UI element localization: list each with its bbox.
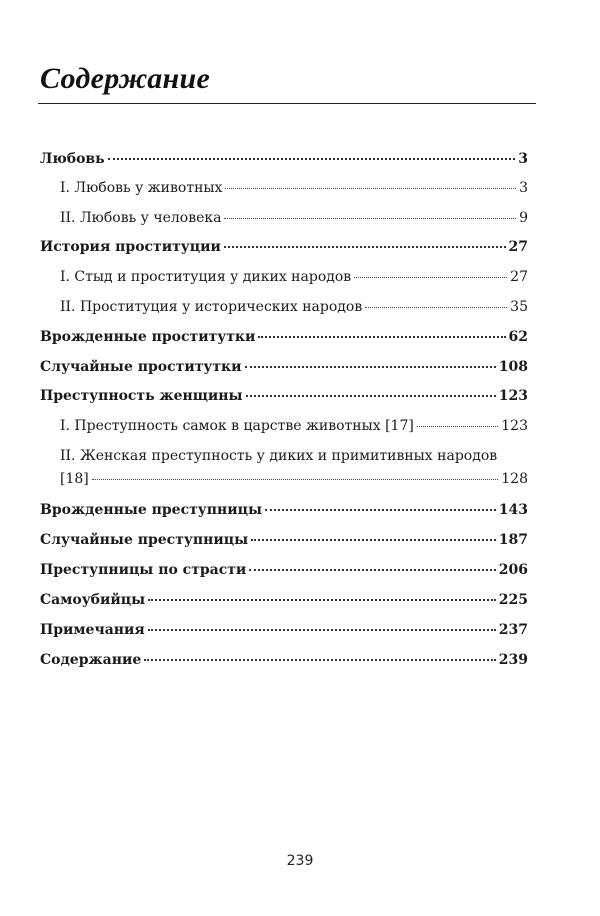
page-title: Содержание [40, 62, 211, 95]
dot-leader [108, 158, 516, 160]
dot-leader [225, 188, 516, 189]
dot-leader [251, 539, 496, 541]
dot-leader [92, 479, 499, 480]
toc-entry-title: Случайные проститутки [40, 359, 242, 375]
toc-entry-title: Преступницы по страсти [40, 562, 247, 578]
toc-entry-page: 225 [498, 592, 528, 608]
toc-entry-page: 128 [501, 471, 528, 487]
toc-entry-page: 35 [510, 299, 528, 315]
toc-entry-prostitution-history[interactable] [40, 238, 528, 256]
dot-leader [258, 336, 505, 338]
toc-entry-title: Содержание [40, 652, 142, 668]
toc-entry-page: 123 [501, 418, 528, 434]
toc-entry-page: 27 [508, 239, 528, 255]
toc-entry-notes[interactable] [40, 621, 528, 639]
dot-leader [365, 307, 507, 308]
toc-entry-title: Врожденные проститутки [40, 329, 256, 345]
toc-entry-title: I. Преступность самок в царстве животных [17] [60, 418, 414, 434]
toc-entry-title: II. Любовь у человека [60, 210, 222, 226]
dot-leader [354, 277, 507, 278]
toc-entry-love-animals[interactable] [60, 179, 528, 197]
toc-entry-page: 237 [498, 622, 528, 638]
toc-entry-title: Преступность женщины [40, 388, 243, 404]
dot-leader [224, 246, 506, 248]
dot-leader [246, 395, 496, 397]
toc-entry-title: Врожденные преступницы [40, 502, 263, 518]
toc-entry-page: 3 [518, 151, 528, 167]
dot-leader [144, 659, 496, 661]
toc-entry-page: 143 [498, 502, 528, 518]
toc-entry-criminality-wild-peoples[interactable] [60, 470, 528, 488]
toc-entry-occasional-criminals[interactable] [40, 531, 528, 549]
toc-entry-title: Самоубийцы [40, 592, 146, 608]
toc-entry-criminality-animals[interactable] [60, 417, 528, 435]
toc-entry-title: Примечания [40, 622, 145, 638]
toc-entry-contents[interactable] [40, 651, 528, 669]
toc-entry-title: История проституции [40, 239, 221, 255]
toc-entry-page: 108 [498, 359, 528, 375]
toc-entry-occasional-prostitutes[interactable] [40, 358, 528, 376]
toc-entry-title-line1[interactable]: II. Женская преступность у диких и примитивных народов [60, 448, 498, 464]
toc-entry-page: 187 [498, 532, 528, 548]
toc-entry-prostitution-historical[interactable] [60, 298, 528, 316]
toc-entry-page: 123 [498, 388, 528, 404]
toc-entry-love[interactable] [40, 150, 528, 168]
toc-entry-born-criminals[interactable] [40, 501, 528, 519]
toc-entry-title: I. Стыд и проституция у диких народов [60, 269, 352, 285]
toc-entry-page: 239 [498, 652, 528, 668]
toc-entry-criminals-of-passion[interactable] [40, 561, 528, 579]
toc-entry-page: 206 [498, 562, 528, 578]
toc-entry-born-prostitutes[interactable] [40, 328, 528, 346]
dot-leader [265, 509, 496, 511]
toc-entry-page: 62 [508, 329, 528, 345]
toc-entry-title: Любовь [40, 151, 105, 167]
toc-entry-title: II. Проституция у исторических народов [60, 299, 363, 315]
dot-leader [417, 426, 498, 427]
toc-entry-shame-wild-peoples[interactable] [60, 268, 528, 286]
dot-leader [224, 218, 516, 219]
dot-leader [148, 599, 496, 601]
dot-leader [148, 629, 496, 631]
toc-entry-love-human[interactable] [60, 209, 528, 227]
toc-entry-title: Случайные преступницы [40, 532, 249, 548]
toc-entry-page: 27 [510, 269, 528, 285]
toc-entry-title: [18] [60, 471, 89, 487]
title-rule [38, 103, 536, 104]
dot-leader [249, 569, 495, 571]
toc-entry-page: 3 [519, 180, 528, 196]
toc-entry-suicides[interactable] [40, 591, 528, 609]
dot-leader [245, 366, 496, 368]
toc-entry-page: 9 [519, 210, 528, 226]
toc-entry-female-criminality[interactable] [40, 387, 528, 405]
toc-entry-title: I. Любовь у животных [60, 180, 223, 196]
page-number: 239 [286, 853, 314, 869]
